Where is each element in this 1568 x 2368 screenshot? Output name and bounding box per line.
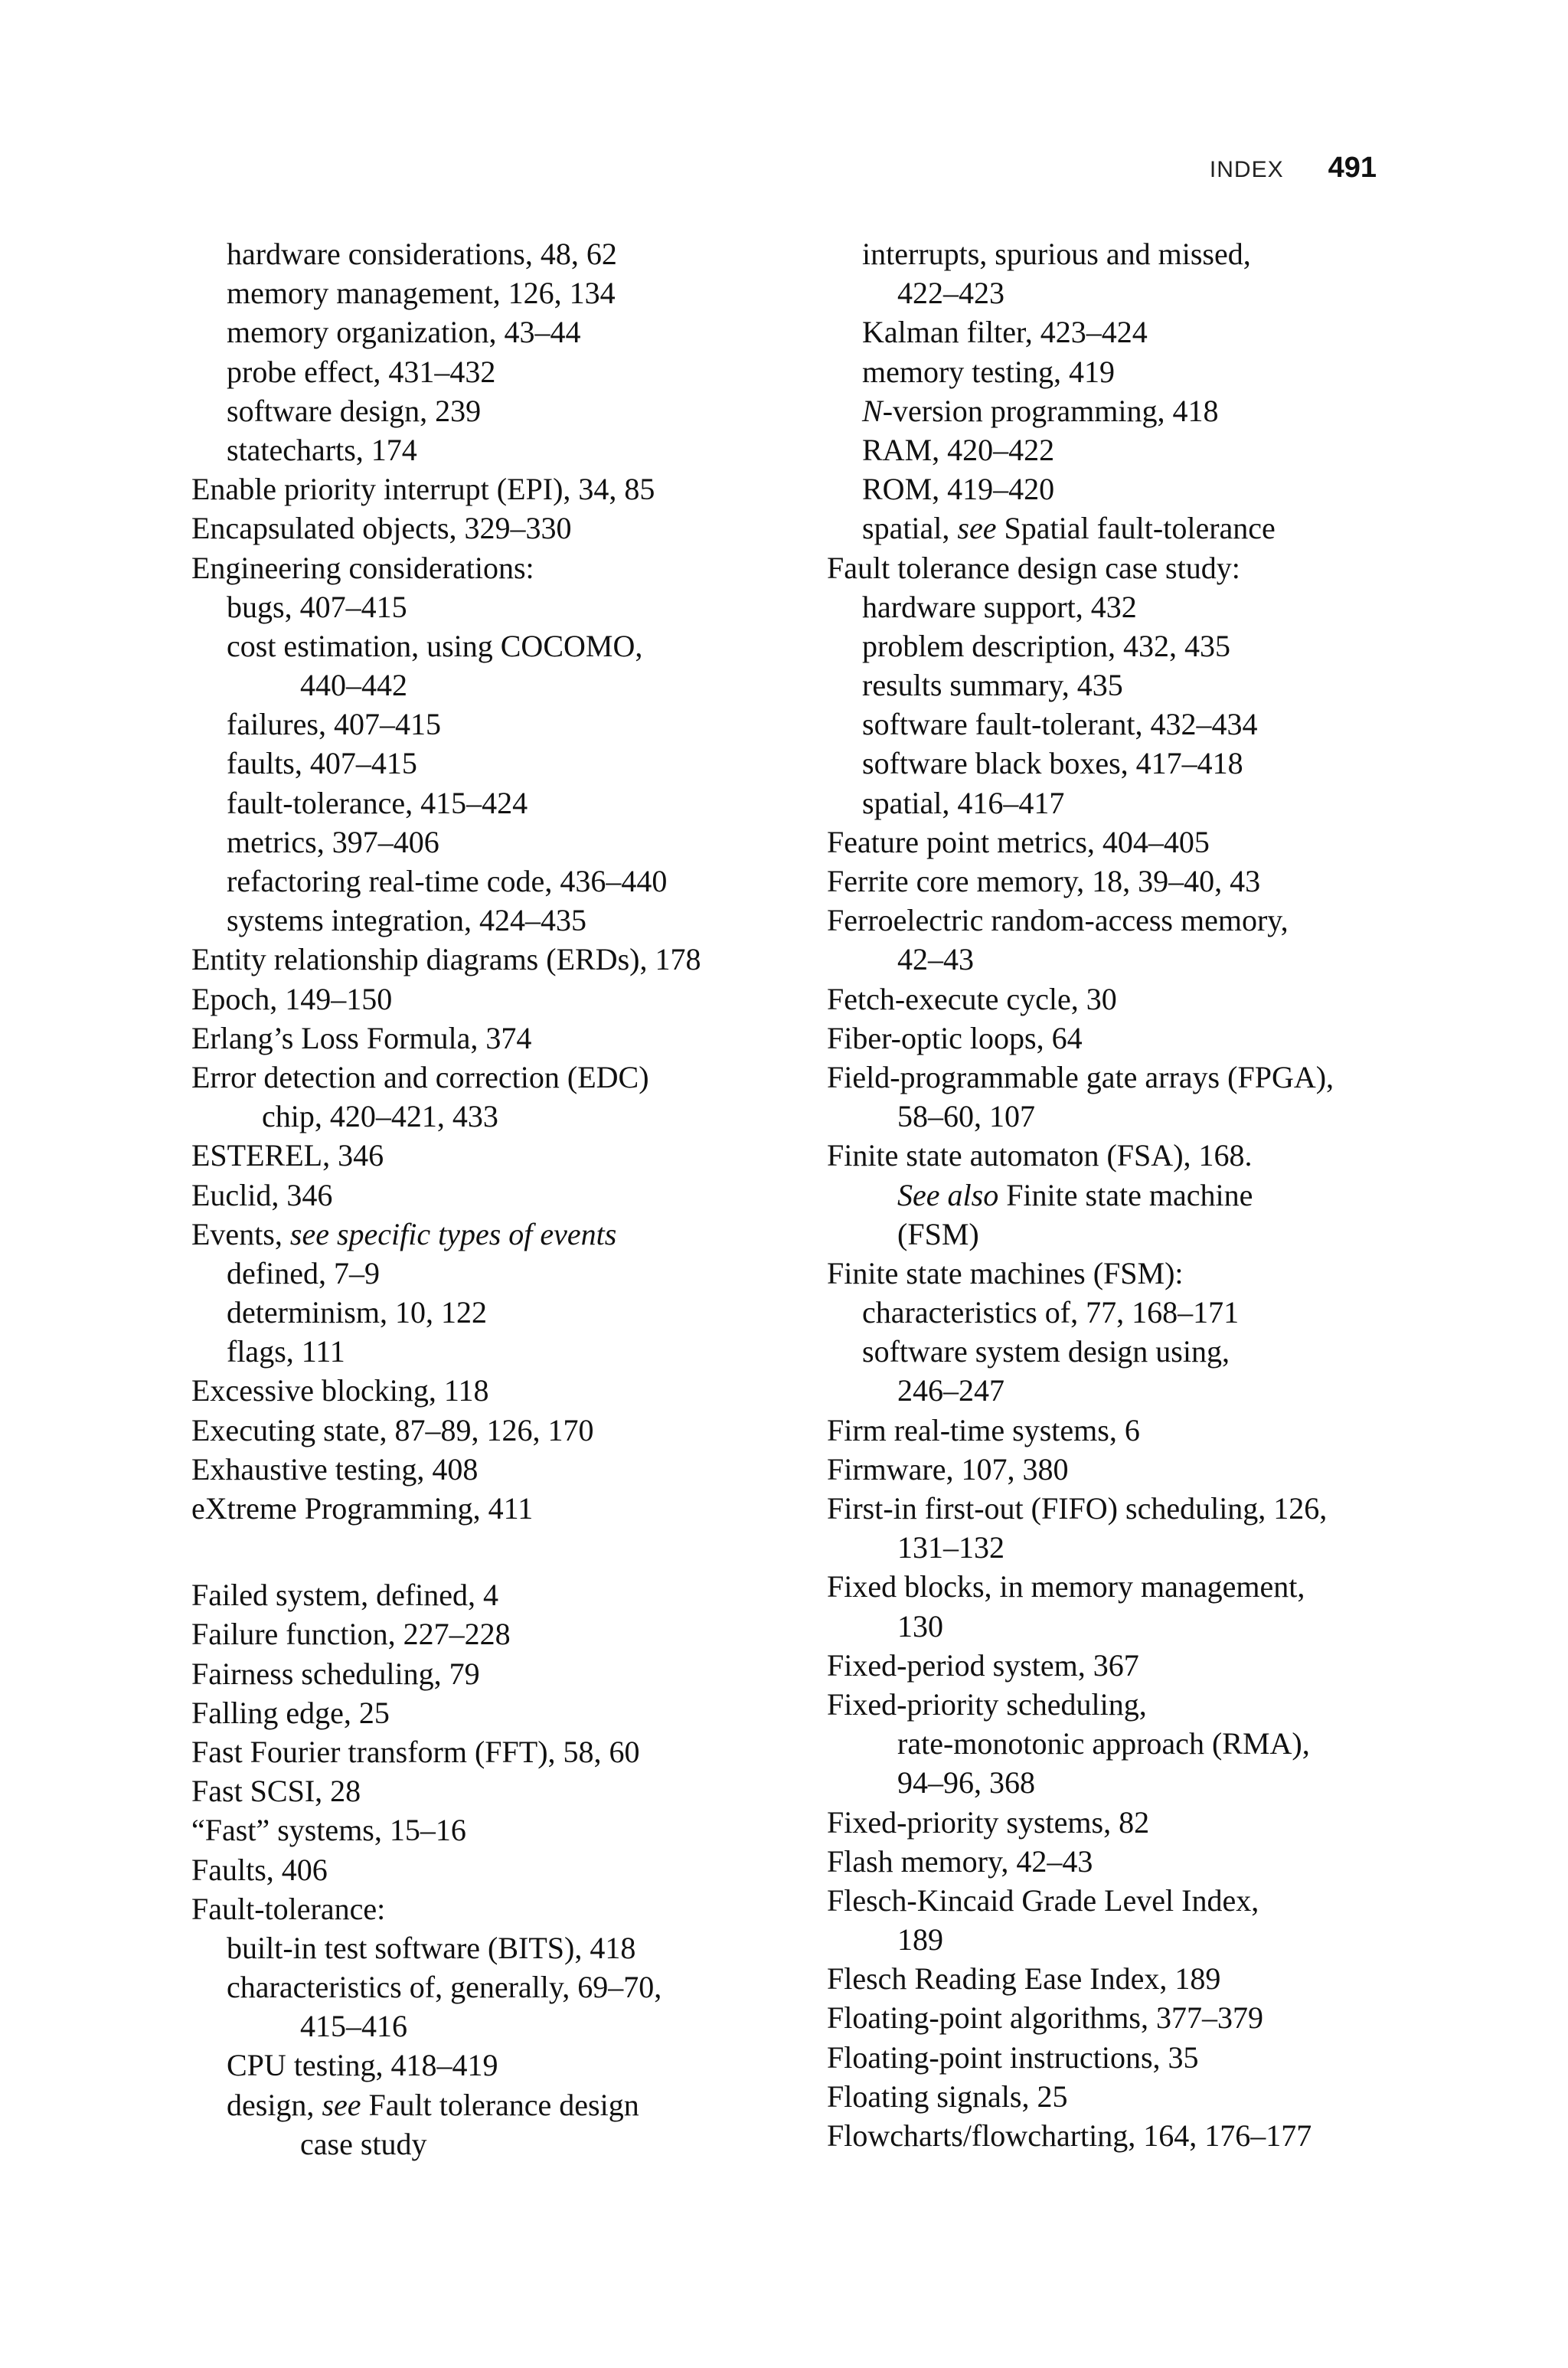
entry-text: Floating-point algorithms, 377–379	[827, 2000, 1263, 2036]
entry-text: memory organization, 43–44	[227, 315, 581, 350]
entry-text: Engineering considerations:	[191, 550, 534, 585]
entry-text: built-in test software (BITS), 418	[227, 1930, 636, 1965]
index-entry	[191, 1371, 850, 1410]
index-entry	[191, 1176, 850, 1215]
index-subentry	[191, 312, 850, 352]
index-subentry	[191, 234, 850, 273]
entry-text: Ferroelectric random-access memory,	[827, 903, 1289, 938]
entry-text: 94–96, 368	[897, 1765, 1035, 1801]
entry-text: Flesch-Kincaid Grade Level Index,	[827, 1882, 1259, 1918]
running-header	[1210, 152, 1377, 198]
entry-text: systems integration, 424–435	[227, 903, 586, 938]
index-entry	[827, 1685, 1409, 1724]
entry-text: Encapsulated objects, 329–330	[191, 511, 572, 546]
index-subentry	[827, 1528, 1409, 1567]
entry-italic-text: N	[862, 393, 883, 428]
index-entry	[827, 2116, 1409, 2155]
index-subentry	[827, 1920, 1409, 1959]
index-entry	[827, 2038, 1409, 2077]
index-subentry	[191, 1332, 850, 1371]
index-subentry	[827, 273, 1409, 312]
index-subentry	[191, 273, 850, 312]
index-entry	[827, 1019, 1409, 1058]
index-entry	[827, 1136, 1409, 1175]
index-entry	[191, 1136, 850, 1175]
entry-text: Error detection and correction (EDC)	[191, 1059, 649, 1094]
entry-text: Excessive blocking, 118	[191, 1373, 489, 1408]
entry-text: design,	[227, 2087, 322, 2122]
index-subentry	[827, 1332, 1409, 1371]
entry-text: Floating-point instructions, 35	[827, 2039, 1199, 2075]
entry-text: Kalman filter, 423–424	[862, 315, 1148, 350]
index-subentry	[191, 626, 850, 666]
index-subentry	[191, 783, 850, 823]
entry-text: Fetch-execute cycle, 30	[827, 981, 1117, 1016]
index-subentry	[827, 469, 1409, 509]
index-entry	[191, 469, 850, 509]
index-subentry	[827, 1097, 1409, 1136]
entry-text: software black boxes, 417–418	[862, 746, 1243, 781]
index-entry	[191, 1732, 850, 1771]
entry-text: Failed system, defined, 4	[191, 1578, 499, 1613]
index-entry	[191, 1575, 850, 1614]
entry-text: Feature point metrics, 404–405	[827, 824, 1210, 859]
entry-text: hardware considerations, 48, 62	[227, 237, 617, 271]
entry-text: 440–442	[300, 668, 407, 703]
index-subentry	[827, 509, 1409, 548]
entry-text-after: Finite state machine	[998, 1177, 1253, 1212]
entry-text: Fixed blocks, in memory management,	[827, 1569, 1305, 1604]
entry-text: First-in first-out (FIFO) scheduling, 126,	[827, 1491, 1328, 1526]
index-entry	[191, 548, 850, 587]
entry-text: Ferrite core memory, 18, 39–40, 43	[827, 864, 1261, 898]
entry-text: hardware support, 432	[862, 589, 1137, 624]
entry-text: ROM, 419–420	[862, 472, 1055, 507]
entry-text: problem description, 432, 435	[862, 628, 1231, 663]
entry-text: chip, 420–421, 433	[262, 1099, 498, 1134]
index-entry	[827, 1489, 1409, 1528]
index-entry	[191, 1614, 850, 1653]
index-subentry	[191, 587, 850, 626]
entry-text: spatial,	[862, 511, 958, 546]
entry-text: 131–132	[897, 1530, 1004, 1565]
index-subentry	[827, 1215, 1409, 1254]
index-subentry	[191, 705, 850, 744]
index-entry	[827, 2077, 1409, 2116]
index-subentry	[191, 2124, 850, 2164]
entry-italic-text: see	[957, 511, 997, 546]
entry-text: flags, 111	[227, 1334, 345, 1369]
index-entry	[191, 509, 850, 548]
index-entry	[827, 1998, 1409, 2037]
entry-text: metrics, 397–406	[227, 824, 439, 859]
index-entry	[827, 862, 1409, 901]
entry-text: Fixed-priority systems, 82	[827, 1804, 1150, 1840]
index-subentry	[827, 626, 1409, 666]
entry-text: software design, 239	[227, 393, 482, 428]
index-entry	[191, 1771, 850, 1810]
index-subentry	[191, 1293, 850, 1332]
entry-text-after: Fault tolerance design	[361, 2087, 639, 2122]
index-letter-gap	[191, 1528, 850, 1575]
entry-text: 422–423	[897, 276, 1004, 311]
index-entry	[827, 1842, 1409, 1881]
index-subentry	[827, 1607, 1409, 1646]
entry-text: memory testing, 419	[862, 354, 1115, 389]
index-entry	[191, 1693, 850, 1732]
entry-text: Executing state, 87–89, 126, 170	[191, 1412, 594, 1447]
entry-text: CPU testing, 418–419	[227, 2048, 498, 2083]
entry-text: Floating signals, 25	[827, 2079, 1068, 2114]
index-subentry	[827, 587, 1409, 626]
entry-text: Entity relationship diagrams (ERDs), 178	[191, 942, 701, 977]
entry-text: case study	[300, 2126, 427, 2161]
index-entry	[827, 1567, 1409, 1606]
entry-text: RAM, 420–422	[862, 432, 1055, 467]
entry-text: (FSM)	[897, 1216, 979, 1251]
index-subentry	[827, 1176, 1409, 1215]
index-subentry	[191, 1967, 850, 2007]
entry-text: faults, 407–415	[227, 746, 417, 781]
entry-text: Fault-tolerance:	[191, 1891, 386, 1926]
entry-text: rate-monotonic approach (RMA),	[897, 1726, 1310, 1761]
entry-text: Enable priority interrupt (EPI), 34, 85	[191, 472, 655, 507]
entry-text: probe effect, 431–432	[227, 354, 496, 389]
index-subentry	[827, 352, 1409, 391]
entry-text: results summary, 435	[862, 668, 1123, 703]
entry-text: ESTEREL, 346	[191, 1138, 384, 1173]
entry-text: Events,	[191, 1216, 290, 1251]
entry-italic-text: See also	[897, 1177, 999, 1212]
entry-text: Fairness scheduling, 79	[191, 1656, 480, 1691]
index-entry	[827, 823, 1409, 862]
entry-text: Euclid, 346	[191, 1177, 333, 1212]
section-title: INDEX	[1209, 157, 1284, 182]
index-subentry	[827, 666, 1409, 705]
index-subentry	[191, 862, 850, 901]
index-subentry	[827, 312, 1409, 352]
index-entry	[827, 1803, 1409, 1842]
index-entry	[191, 940, 850, 979]
page-number: 491	[1328, 152, 1377, 184]
entry-text: statecharts, 174	[227, 432, 417, 467]
entry-italic-text: see specific types of events	[289, 1216, 617, 1251]
index-subentry	[191, 823, 850, 862]
index-subentry	[191, 2046, 850, 2085]
index-subentry	[827, 744, 1409, 783]
index-subentry	[191, 744, 850, 783]
entry-text: determinism, 10, 122	[227, 1295, 487, 1330]
index-entry	[191, 1450, 850, 1489]
index-entry	[827, 1450, 1409, 1489]
index-subentry	[191, 352, 850, 391]
index-entry	[191, 1411, 850, 1450]
entry-text: Erlang’s Loss Formula, 374	[191, 1020, 532, 1055]
index-entry	[191, 1654, 850, 1693]
index-entry	[191, 1850, 850, 1889]
index-subentry	[827, 1371, 1409, 1410]
index-subentry	[827, 234, 1409, 273]
entry-text: cost estimation, using COCOMO,	[227, 628, 643, 663]
entry-text: Failure function, 227–228	[191, 1617, 511, 1652]
entry-text: Falling edge, 25	[191, 1695, 390, 1730]
entry-text: Flash memory, 42–43	[827, 1843, 1093, 1879]
index-entry	[827, 1959, 1409, 1998]
entry-text: Faults, 406	[191, 1852, 328, 1887]
entry-text: 246–247	[897, 1373, 1004, 1408]
index-entry	[827, 1881, 1409, 1920]
index-column-right	[827, 234, 1409, 2155]
entry-text: Flowcharts/flowcharting, 164, 176–177	[827, 2118, 1312, 2153]
entry-text: 58–60, 107	[897, 1099, 1035, 1134]
index-entry	[827, 980, 1409, 1019]
entry-text: 415–416	[300, 2009, 407, 2044]
index-subentry	[827, 705, 1409, 744]
index-entry	[191, 1889, 850, 1928]
index-subentry	[827, 783, 1409, 823]
entry-text: software system design using,	[862, 1334, 1230, 1369]
index-subentry	[827, 940, 1409, 979]
index-entry	[191, 1810, 850, 1850]
index-entry	[191, 1489, 850, 1528]
entry-text: bugs, 407–415	[227, 589, 407, 624]
entry-text: memory management, 126, 134	[227, 276, 616, 311]
entry-text: failures, 407–415	[227, 707, 441, 742]
index-entry	[827, 1411, 1409, 1450]
index-entry	[827, 1254, 1409, 1293]
entry-text: Fixed-period system, 367	[827, 1647, 1139, 1683]
index-subentry	[191, 901, 850, 940]
entry-text: Fault tolerance design case study:	[827, 550, 1240, 585]
index-subentry	[191, 1254, 850, 1293]
entry-text: Fiber-optic loops, 64	[827, 1020, 1083, 1055]
entry-text: characteristics of, generally, 69–70,	[227, 1970, 662, 2005]
entry-text: 130	[897, 1608, 943, 1644]
entry-text: Firmware, 107, 380	[827, 1451, 1069, 1487]
index-subentry	[191, 1928, 850, 1967]
index-subentry	[191, 1097, 850, 1136]
index-subentry	[827, 1724, 1409, 1763]
entry-text: defined, 7–9	[227, 1255, 380, 1290]
index-subentry	[191, 2085, 850, 2124]
index-subentry	[191, 391, 850, 430]
entry-text: Field-programmable gate arrays (FPGA),	[827, 1059, 1334, 1094]
index-entry	[191, 1019, 850, 1058]
index-subentry	[191, 666, 850, 705]
index-subentry	[191, 2007, 850, 2046]
entry-text: 42–43	[897, 942, 974, 977]
entry-text: 189	[897, 1922, 943, 1958]
entry-text: Finite state automaton (FSA), 168.	[827, 1138, 1253, 1173]
entry-text-after: -version programming, 418	[882, 393, 1219, 428]
entry-italic-text: see	[322, 2087, 361, 2122]
entry-text: refactoring real-time code, 436–440	[227, 864, 668, 898]
entry-text: Fast SCSI, 28	[191, 1774, 361, 1809]
index-entry	[191, 1058, 850, 1097]
entry-text: Firm real-time systems, 6	[827, 1412, 1140, 1447]
index-column-left	[191, 234, 850, 2164]
index-subentry	[191, 430, 850, 469]
index-subentry	[827, 391, 1409, 430]
index-entry	[827, 901, 1409, 940]
index-entry	[827, 1646, 1409, 1685]
entry-text: characteristics of, 77, 168–171	[862, 1295, 1240, 1330]
entry-text: Exhaustive testing, 408	[191, 1451, 479, 1487]
entry-text: “Fast” systems, 15–16	[191, 1813, 466, 1848]
entry-text-after: Spatial fault-tolerance	[996, 511, 1276, 546]
index-entry	[191, 980, 850, 1019]
entry-text: software fault-tolerant, 432–434	[862, 707, 1258, 742]
entry-text: Fast Fourier transform (FFT), 58, 60	[191, 1734, 640, 1769]
entry-text: spatial, 416–417	[862, 785, 1065, 820]
entry-text: interrupts, spurious and missed,	[862, 237, 1251, 271]
entry-text: eXtreme Programming, 411	[191, 1491, 534, 1526]
entry-text: Finite state machines (FSM):	[827, 1255, 1184, 1290]
index-entry	[827, 1058, 1409, 1097]
entry-text: fault-tolerance, 415–424	[227, 785, 528, 820]
index-subentry	[827, 1763, 1409, 1802]
index-subentry	[827, 1293, 1409, 1332]
entry-text: Epoch, 149–150	[191, 981, 393, 1016]
entry-text: Flesch Reading Ease Index, 189	[827, 1961, 1221, 1997]
entry-text: Fixed-priority scheduling,	[827, 1686, 1147, 1722]
index-entry	[827, 548, 1409, 587]
index-subentry	[827, 430, 1409, 469]
index-entry	[191, 1215, 850, 1254]
